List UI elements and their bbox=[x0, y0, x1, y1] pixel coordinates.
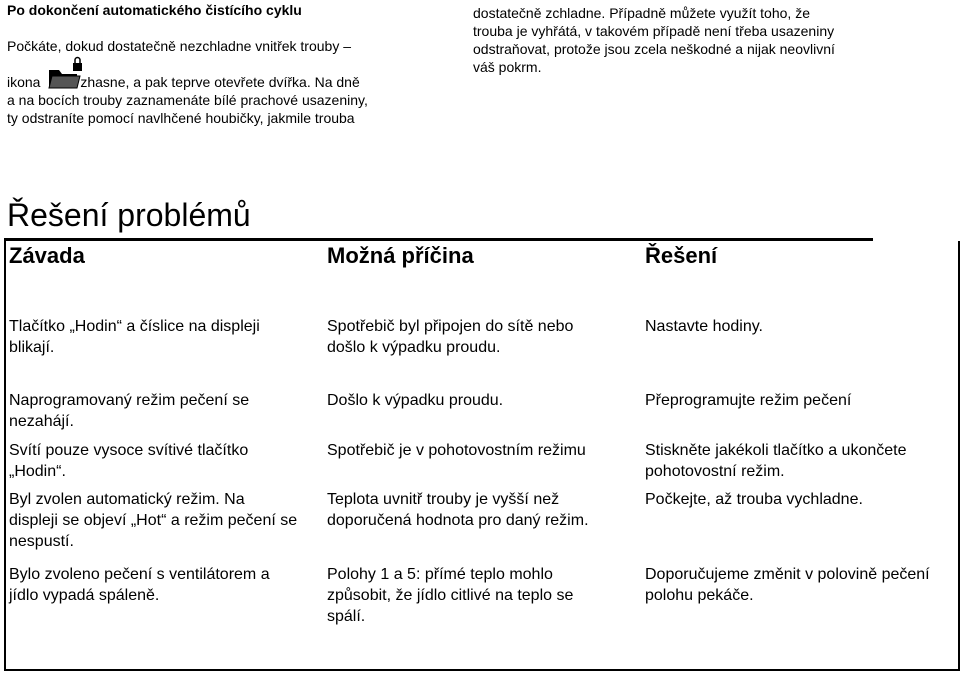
wait-text: Počkáte, dokud dostatečně nezchladne vnitřek trouby – bbox=[7, 38, 351, 54]
table-row-5-cause bbox=[327, 564, 637, 627]
right-line: váš pokrm. bbox=[473, 59, 542, 75]
text-line: „Hodin“. bbox=[9, 463, 66, 480]
text-line: Byl zvolen automatický režim. Na bbox=[9, 491, 245, 508]
text-line: Doporučujeme změnit v polovině pečení bbox=[645, 566, 930, 583]
text-line: Spotřebič je v pohotovostním režimu bbox=[327, 442, 586, 459]
text-line: Nastavte hodiny. bbox=[645, 318, 763, 335]
text-line: způsobit, že jídlo citlivé na teplo se bbox=[327, 587, 574, 604]
text-line: blikají. bbox=[9, 339, 55, 356]
text-line: Polohy 1 a 5: přímé teplo mohlo bbox=[327, 566, 553, 583]
section-title: Řešení problémů bbox=[7, 197, 251, 233]
text-line: doporučená hodnota pro daný režim. bbox=[327, 512, 589, 529]
header-cause: Možná příčina bbox=[327, 243, 474, 268]
right-line: trouba je vyhřátá, v takovém případě není třeba usazeniny bbox=[473, 23, 835, 39]
table-row-5-solution bbox=[645, 564, 957, 606]
text-line: Tlačítko „Hodin“ a číslice na displeji bbox=[9, 318, 260, 335]
text-line: Počkejte, až trouba vychladne. bbox=[645, 491, 863, 508]
oven-lock-icon bbox=[47, 56, 87, 90]
cleaning-heading: Po dokončení automatického čistícího cyklu bbox=[7, 2, 302, 18]
right-line: dostatečně zchladne. Případně můžete využít toho, že bbox=[473, 5, 810, 21]
text-line: Došlo k výpadku proudu. bbox=[327, 392, 504, 409]
table-row-1-solution bbox=[645, 316, 957, 337]
table-row-4-solution bbox=[645, 489, 957, 510]
text-line: došlo k výpadku proudu. bbox=[327, 339, 501, 356]
table-row-4-fault bbox=[9, 489, 325, 552]
text-line: Naprogramovaný režim pečení se bbox=[9, 392, 250, 409]
text-line: Svítí pouze vysoce svítivé tlačítko bbox=[9, 442, 249, 459]
table-row-2-solution bbox=[645, 390, 957, 411]
cleaning-text-line1: a na bocích trouby zaznamenáte bílé prachové usazeniny, bbox=[7, 92, 368, 108]
text-line: pohotovostní režim. bbox=[645, 463, 785, 480]
text-line: nezahájí. bbox=[9, 413, 74, 430]
icon-line-start: ikona bbox=[7, 74, 41, 90]
header-solution: Řešení bbox=[645, 243, 718, 268]
table-row-1-cause bbox=[327, 316, 637, 358]
text-line: Spotřebič byl připojen do sítě nebo bbox=[327, 318, 574, 335]
right-line: odstraňovat, protože jsou zcela neškodné a nijak neovlivní bbox=[473, 41, 835, 57]
table-row-5-fault bbox=[9, 564, 325, 606]
text-line: spálí. bbox=[327, 608, 366, 625]
text-line: jídlo vypadá spáleně. bbox=[9, 587, 160, 604]
header-fault: Závada bbox=[9, 243, 85, 268]
table-row-3-fault bbox=[9, 440, 325, 482]
text-line: Stiskněte jakékoli tlačítko a ukončete bbox=[645, 442, 907, 459]
text-line: Teplota uvnitř trouby je vyšší než bbox=[327, 491, 560, 508]
text-line: polohu pekáče. bbox=[645, 587, 754, 604]
text-line: nespustí. bbox=[9, 533, 74, 550]
table-row-4-cause bbox=[327, 489, 637, 531]
table-row-3-solution bbox=[645, 440, 957, 482]
text-line: Přeprogramujte režim pečení bbox=[645, 392, 852, 409]
table-row-2-cause bbox=[327, 390, 637, 411]
table-row-2-fault bbox=[9, 390, 325, 432]
cleaning-text-line2: ty odstraníte pomocí navlhčené houbičky, jakmile trouba bbox=[7, 110, 355, 126]
table-row-3-cause bbox=[327, 440, 637, 461]
table-row-1-fault bbox=[9, 316, 325, 358]
cleaning-text-right bbox=[473, 4, 903, 76]
text-line: displeji se objeví „Hot“ a režim pečení se bbox=[9, 512, 298, 529]
text-line: Bylo zvoleno pečení s ventilátorem a bbox=[9, 566, 270, 583]
icon-line-end: zhasne, a pak teprve otevřete dvířka. Na dně bbox=[80, 74, 360, 90]
